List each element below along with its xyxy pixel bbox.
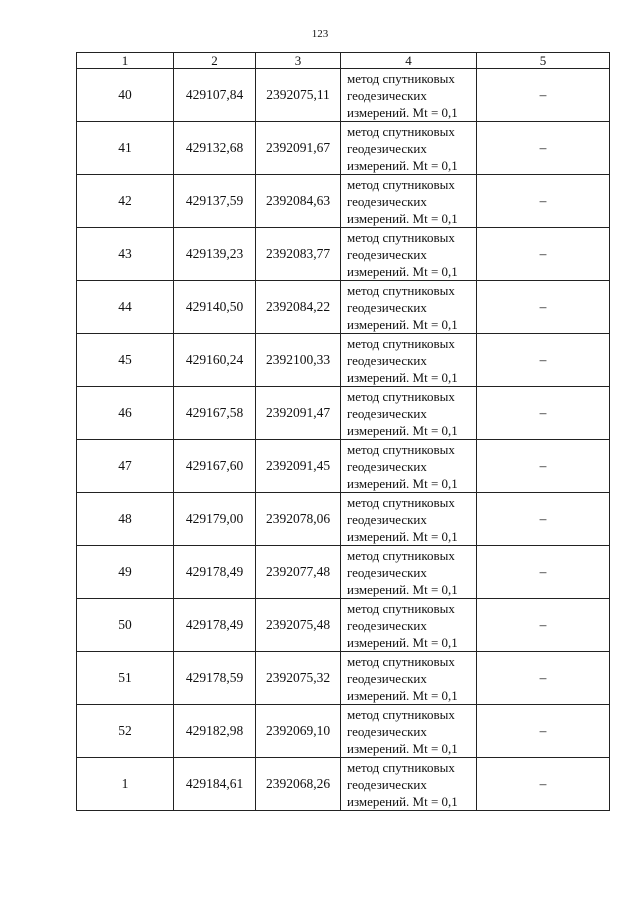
method-line: измерений. Mt = 0,1 bbox=[347, 369, 458, 385]
y-coordinate-cell: 2392069,10 bbox=[256, 705, 341, 758]
y-coordinate-cell: 2392075,48 bbox=[256, 599, 341, 652]
note-cell: – bbox=[477, 228, 610, 281]
table-row bbox=[77, 493, 610, 546]
y-coordinate-cell: 2392075,11 bbox=[256, 69, 341, 122]
y-coordinate-cell: 2392068,26 bbox=[256, 758, 341, 811]
method-line: измерений. Mt = 0,1 bbox=[347, 316, 458, 332]
method-cell bbox=[341, 758, 477, 811]
method-cell bbox=[341, 599, 477, 652]
method-line: измерений. Mt = 0,1 bbox=[347, 581, 458, 597]
method-line: измерений. Mt = 0,1 bbox=[347, 210, 458, 226]
x-coordinate-cell: 429160,24 bbox=[174, 334, 256, 387]
x-coordinate-cell: 429139,23 bbox=[174, 228, 256, 281]
method-cell bbox=[341, 546, 477, 599]
method-cell bbox=[341, 387, 477, 440]
y-coordinate-cell: 2392084,22 bbox=[256, 281, 341, 334]
note-cell: – bbox=[477, 546, 610, 599]
method-cell bbox=[341, 493, 477, 546]
column-header-4: 4 bbox=[341, 53, 477, 69]
x-coordinate-cell: 429140,50 bbox=[174, 281, 256, 334]
table-row bbox=[77, 334, 610, 387]
point-cell: 41 bbox=[77, 122, 174, 175]
note-cell: – bbox=[477, 599, 610, 652]
x-coordinate-cell: 429179,00 bbox=[174, 493, 256, 546]
table-row bbox=[77, 228, 610, 281]
x-coordinate-cell: 429184,61 bbox=[174, 758, 256, 811]
table-row bbox=[77, 440, 610, 493]
point-cell: 50 bbox=[77, 599, 174, 652]
column-header-3: 3 bbox=[256, 53, 341, 69]
method-line: метод спутниковых bbox=[347, 388, 455, 404]
method-line: метод спутниковых bbox=[347, 123, 455, 139]
point-cell: 44 bbox=[77, 281, 174, 334]
table-row bbox=[77, 69, 610, 122]
note-cell: – bbox=[477, 758, 610, 811]
method-line: геодезических bbox=[347, 193, 427, 209]
table-row bbox=[77, 546, 610, 599]
method-line: измерений. Mt = 0,1 bbox=[347, 793, 458, 809]
method-line: измерений. Mt = 0,1 bbox=[347, 687, 458, 703]
note-cell: – bbox=[477, 652, 610, 705]
table-row bbox=[77, 599, 610, 652]
method-line: измерений. Mt = 0,1 bbox=[347, 263, 458, 279]
note-cell: – bbox=[477, 440, 610, 493]
point-cell: 52 bbox=[77, 705, 174, 758]
point-cell: 46 bbox=[77, 387, 174, 440]
y-coordinate-cell: 2392091,47 bbox=[256, 387, 341, 440]
method-line: метод спутниковых bbox=[347, 229, 455, 245]
note-cell: – bbox=[477, 175, 610, 228]
page-number: 123 bbox=[311, 28, 329, 40]
point-cell: 51 bbox=[77, 652, 174, 705]
note-cell: – bbox=[477, 387, 610, 440]
method-cell bbox=[341, 652, 477, 705]
table-row bbox=[77, 281, 610, 334]
y-coordinate-cell: 2392091,45 bbox=[256, 440, 341, 493]
x-coordinate-cell: 429178,59 bbox=[174, 652, 256, 705]
method-cell bbox=[341, 334, 477, 387]
method-line: метод спутниковых bbox=[347, 547, 455, 563]
table-row bbox=[77, 122, 610, 175]
method-cell bbox=[341, 228, 477, 281]
x-coordinate-cell: 429178,49 bbox=[174, 546, 256, 599]
x-coordinate-cell: 429167,60 bbox=[174, 440, 256, 493]
x-coordinate-cell: 429167,58 bbox=[174, 387, 256, 440]
method-line: геодезических bbox=[347, 458, 427, 474]
table-header-row bbox=[77, 53, 610, 69]
method-cell bbox=[341, 281, 477, 334]
note-cell: – bbox=[477, 69, 610, 122]
point-cell: 40 bbox=[77, 69, 174, 122]
point-cell: 43 bbox=[77, 228, 174, 281]
method-line: измерений. Mt = 0,1 bbox=[347, 422, 458, 438]
table-row bbox=[77, 705, 610, 758]
table-row bbox=[77, 652, 610, 705]
point-cell: 47 bbox=[77, 440, 174, 493]
point-cell: 45 bbox=[77, 334, 174, 387]
method-line: геодезических bbox=[347, 511, 427, 527]
method-line: геодезических bbox=[347, 617, 427, 633]
method-line: метод спутниковых bbox=[347, 335, 455, 351]
table-row bbox=[77, 175, 610, 228]
method-line: метод спутниковых bbox=[347, 494, 455, 510]
method-cell bbox=[341, 69, 477, 122]
method-line: метод спутниковых bbox=[347, 706, 455, 722]
note-cell: – bbox=[477, 122, 610, 175]
method-line: измерений. Mt = 0,1 bbox=[347, 157, 458, 173]
y-coordinate-cell: 2392075,32 bbox=[256, 652, 341, 705]
note-cell: – bbox=[477, 281, 610, 334]
note-cell: – bbox=[477, 493, 610, 546]
method-line: измерений. Mt = 0,1 bbox=[347, 528, 458, 544]
coordinates-table bbox=[76, 52, 610, 811]
method-line: геодезических bbox=[347, 352, 427, 368]
column-header-2: 2 bbox=[174, 53, 256, 69]
table-body bbox=[77, 69, 610, 811]
method-line: измерений. Mt = 0,1 bbox=[347, 740, 458, 756]
y-coordinate-cell: 2392078,06 bbox=[256, 493, 341, 546]
x-coordinate-cell: 429137,59 bbox=[174, 175, 256, 228]
method-line: геодезических bbox=[347, 405, 427, 421]
y-coordinate-cell: 2392100,33 bbox=[256, 334, 341, 387]
method-line: измерений. Mt = 0,1 bbox=[347, 634, 458, 650]
column-header-5: 5 bbox=[477, 53, 610, 69]
method-line: измерений. Mt = 0,1 bbox=[347, 475, 458, 491]
method-line: геодезических bbox=[347, 670, 427, 686]
method-cell bbox=[341, 122, 477, 175]
point-cell: 48 bbox=[77, 493, 174, 546]
method-line: геодезических bbox=[347, 299, 427, 315]
method-cell bbox=[341, 175, 477, 228]
method-line: геодезических bbox=[347, 87, 427, 103]
column-header-1: 1 bbox=[77, 53, 174, 69]
y-coordinate-cell: 2392091,67 bbox=[256, 122, 341, 175]
method-line: метод спутниковых bbox=[347, 759, 455, 775]
x-coordinate-cell: 429178,49 bbox=[174, 599, 256, 652]
x-coordinate-cell: 429182,98 bbox=[174, 705, 256, 758]
method-line: метод спутниковых bbox=[347, 441, 455, 457]
method-line: геодезических bbox=[347, 723, 427, 739]
table-row bbox=[77, 387, 610, 440]
method-line: геодезических bbox=[347, 140, 427, 156]
table-row bbox=[77, 758, 610, 811]
method-cell bbox=[341, 705, 477, 758]
y-coordinate-cell: 2392077,48 bbox=[256, 546, 341, 599]
method-line: геодезических bbox=[347, 776, 427, 792]
method-line: метод спутниковых bbox=[347, 653, 455, 669]
method-line: геодезических bbox=[347, 246, 427, 262]
method-line: метод спутниковых bbox=[347, 600, 455, 616]
method-line: метод спутниковых bbox=[347, 176, 455, 192]
method-line: геодезических bbox=[347, 564, 427, 580]
x-coordinate-cell: 429107,84 bbox=[174, 69, 256, 122]
point-cell: 1 bbox=[77, 758, 174, 811]
note-cell: – bbox=[477, 334, 610, 387]
method-cell bbox=[341, 440, 477, 493]
x-coordinate-cell: 429132,68 bbox=[174, 122, 256, 175]
point-cell: 49 bbox=[77, 546, 174, 599]
method-line: метод спутниковых bbox=[347, 70, 455, 86]
y-coordinate-cell: 2392084,63 bbox=[256, 175, 341, 228]
method-line: метод спутниковых bbox=[347, 282, 455, 298]
note-cell: – bbox=[477, 705, 610, 758]
point-cell: 42 bbox=[77, 175, 174, 228]
y-coordinate-cell: 2392083,77 bbox=[256, 228, 341, 281]
method-line: измерений. Mt = 0,1 bbox=[347, 104, 458, 120]
